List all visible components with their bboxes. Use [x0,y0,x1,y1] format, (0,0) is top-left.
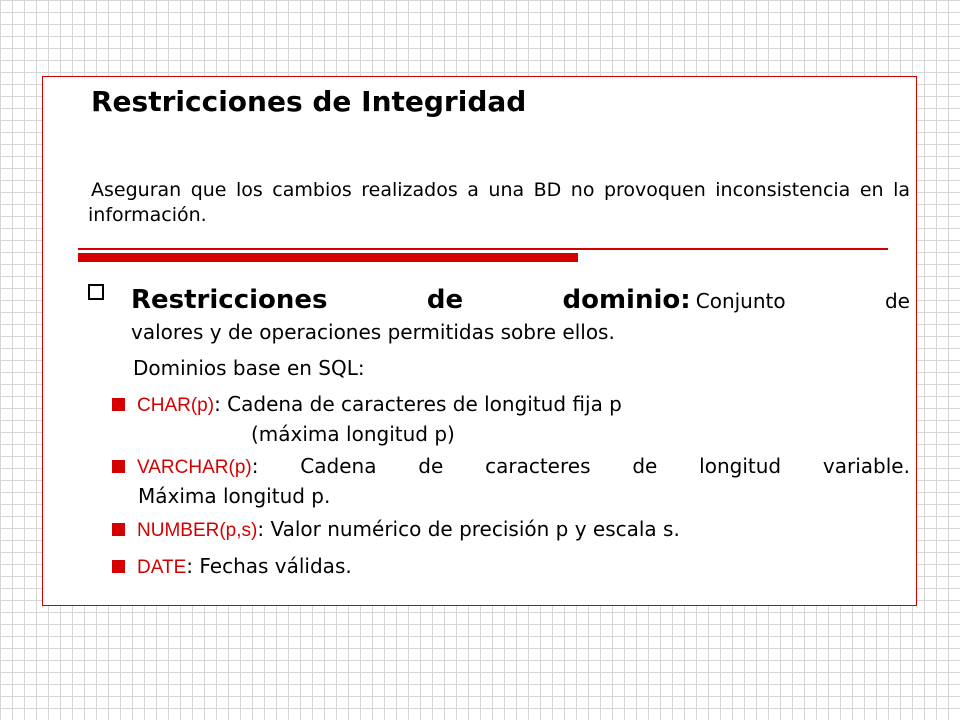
heading-word: dominio: [562,285,691,315]
type-description: : Cadena de caracteres de longitud fija p [214,392,622,416]
type-description: : Valor numérico de precisión p y escala s. [257,517,680,541]
type-description-word: variable. [822,454,910,478]
type-description-word: de [632,454,658,478]
divider-line-thick [78,253,578,262]
filled-square-bullet-icon [112,560,125,573]
type-item-varchar [137,452,910,482]
type-description: : Fechas válidas. [186,554,352,578]
type-description-word: de [418,454,444,478]
hollow-square-bullet-icon [88,284,104,300]
filled-square-bullet-icon [112,460,125,473]
type-description-word: longitud [699,454,782,478]
type-name: VARCHAR(p) [137,457,252,478]
type-item-number [137,515,680,545]
heading-with-definition [562,282,785,318]
definition-word: de [884,289,910,313]
type-description-word: caracteres [485,454,591,478]
filled-square-bullet-icon [112,523,125,536]
type-name: CHAR(p) [137,395,215,416]
type-name-with-colon [137,452,258,482]
domain-restrictions-line [131,282,910,318]
slide-title: Restricciones de Integridad [91,85,527,118]
type-name: NUMBER(p,s) [137,520,258,541]
type-description-word: Cadena [300,454,377,478]
definition-continuation: valores y de operaciones permitidas sobre ellos. [131,320,615,344]
divider-line-thin [78,248,888,250]
dominios-label: Dominios base en SQL: [133,356,365,380]
filled-square-bullet-icon [112,398,125,411]
type-name: DATE [137,557,187,578]
intro-paragraph: Aseguran que los cambios realizados a una BD no provoquen inconsistencia en la información. [88,179,910,226]
definition-word: Conjunto [695,289,786,313]
heading-word: de [426,285,464,315]
heading-word: Restricciones [131,285,328,315]
type-continuation: Máxima longitud p. [138,484,331,508]
type-item-date [137,552,352,582]
type-item-char [137,390,622,420]
type-description-word: : [251,454,259,478]
type-continuation: (máxima longitud p) [251,422,455,446]
